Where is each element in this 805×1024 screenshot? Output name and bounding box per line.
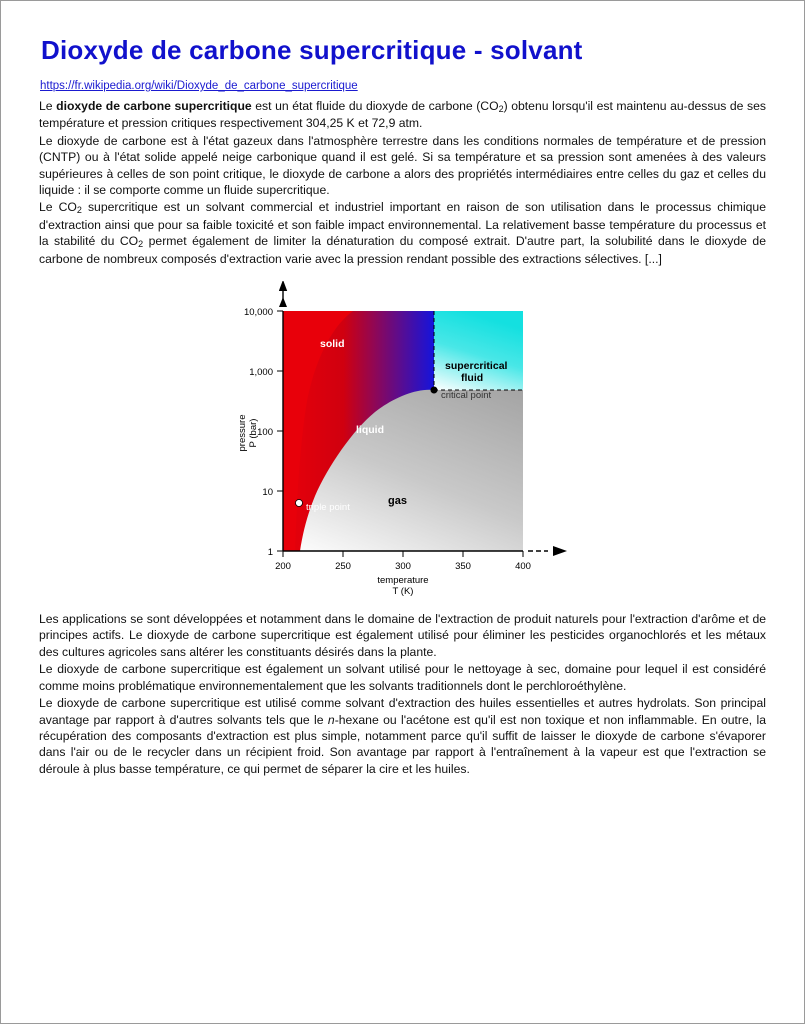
critical-point-marker [430, 387, 437, 394]
y-tick-100: 100 [256, 427, 273, 439]
x-tick-400: 400 [514, 561, 531, 573]
paragraph-intro-2: Le dioxyde de carbone est à l'état gazeux dans l'atmosphère terrestre dans les conditions normales de température et de pression (CNTP) ou à l'état solide appelé neige carbonique quand il est gelé. Si sa température et sa pression sont amenées à des valeurs supérieures à celles de son point critique, le dioxyde de carbone a alors des propriétés intermédiaires entre celles du gaz et celles du liquide : il se comporte comme un fluide supercritique. [39, 133, 766, 198]
paragraph-after-2: Le dioxyde de carbone supercritique est également un solvant utilisé pour le nettoyage à sec, domaine pour lequel il est considéré comme moins problématique environnementalement que les solvants traditionnels dont le perchloroéthylène. [39, 662, 766, 693]
phase-diagram [223, 281, 583, 601]
y-axis-label-line2: P (bar) [247, 418, 259, 448]
x-axis-arrow [553, 546, 567, 556]
label-solid: solid [319, 338, 345, 351]
label-supercritical-line2: fluid [460, 372, 483, 385]
x-tick-300: 300 [394, 561, 411, 573]
page-title: Dioxyde de carbone supercritique - solvant [41, 35, 583, 65]
label-liquid: liquid [355, 424, 384, 437]
x-tick-200: 200 [274, 561, 291, 573]
paragraph-intro-1: Le dioxyde de carbone supercritique est un état fluide du dioxyde de carbone $(CO_2)$ obtenu lorsqu'il est maintenu au-dessus de ses température et pression critiques respectivement 304,25 K et 72,9 atm. [39, 99, 766, 131]
source-link[interactable]: https://fr.wikipedia.org/wiki/Dioxyde_de_carbone_supercritique [40, 80, 358, 92]
y-tick-10000: 10,000 [243, 307, 273, 319]
y-tick-1: 1 [267, 547, 273, 559]
x-axis-label-line2: T (K) [392, 586, 413, 598]
paragraph-after-3: Le dioxyde de carbone supercritique est utilisé comme solvant d'extraction des huiles essentielles et autres hydrolats. Son principal avantage par rapport à d'autres solvants tels que le n-hexane ou l'acétone est qu'il est non toxique et non inflammable. En outre, la récupération des composants d'extraction est plus simple, notamment parce qu'il suffit de laisser le dioxyde de carbone s'évaporer dans l'air ou de le recycler dans un récipient froid. Son avantage par rapport à l'entraînement à la vapeur est que l'extraction se déroule à plus basse température, ce qui permet de séparer la cire et les huiles. [39, 696, 767, 776]
y-tick-10: 10 [261, 487, 273, 499]
triple-point-label: triple point [305, 502, 350, 514]
x-tick-250: 250 [334, 561, 351, 573]
triple-point-marker [295, 500, 302, 507]
paragraph-after-1: Les applications se sont développées et notamment dans le domaine de l'extraction de produit naturels pour l'extraction d'arôme et de principes actifs. Le dioxyde de carbone supercritique est également utilisé pour éliminer les pesticides organochlorés et les métaux des cultures agricoles sans altérer les constituants désirés dans la plante. [39, 612, 766, 659]
y-tick-1000: 1,000 [248, 367, 273, 379]
x-tick-350: 350 [454, 561, 471, 573]
label-supercritical-line1: supercritical [444, 360, 507, 373]
x-axis-label-line1: temperature [376, 575, 429, 587]
phase-diagram-figure [39, 281, 766, 601]
label-gas: gas [387, 495, 407, 508]
paragraph-intro-3: Le $CO_2$ supercritique est un solvant commercial et industriel important en raison de son utilisation dans le processus chimique d'extraction ainsi que pour sa faible toxicité et son faible impact environnemental. La relativement basse température du processus et la stabilité du $CO_2$ permet également de limiter la dénaturation du composé extrait. D'autre part, la solubilité dans le dioxyde de carbone de nombreux composés d'extraction varie avec la pression rendant possible des extractions sélectives. [...] [39, 200, 766, 266]
critical-point-label: critical point [440, 390, 491, 402]
y-axis-label-line1: pressure [236, 414, 248, 452]
